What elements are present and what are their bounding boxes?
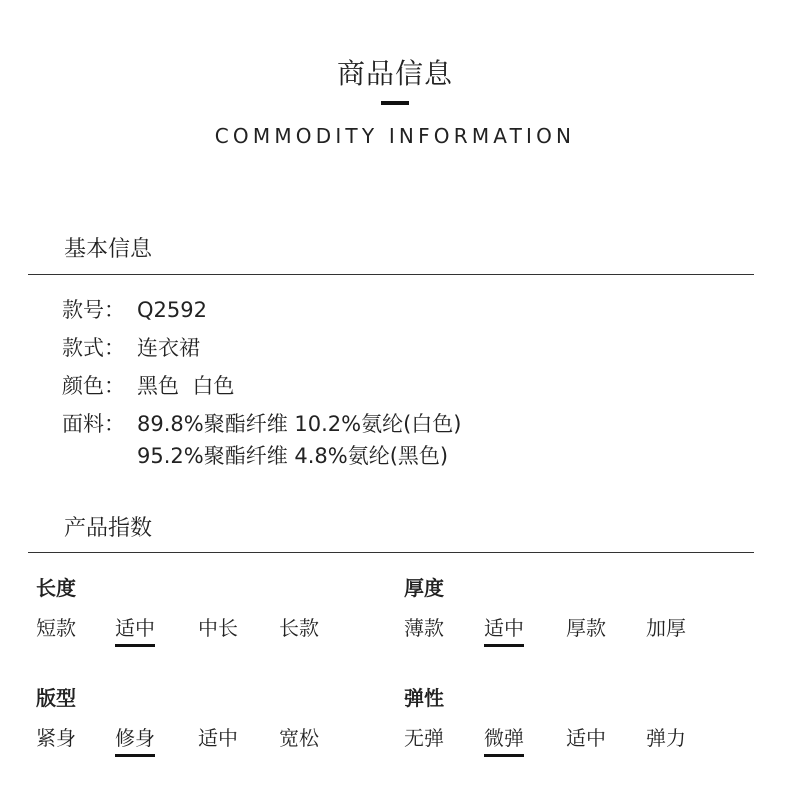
thickness-option-thick: 厚款 [566,616,606,640]
thickness-option-medium-selected: 适中 [484,612,524,647]
info-value-fabric-black: 95.2%聚酯纤维 4.8%氨纶(黑色) [137,444,449,468]
elasticity-option-medium: 适中 [566,726,606,750]
length-option-short: 短款 [36,616,76,640]
info-label: 颜色： [62,374,125,398]
basic-info-divider [28,274,754,275]
index-label-elasticity: 弹性 [404,686,444,710]
length-option-mid-long: 中长 [198,616,238,640]
info-value: 连衣裙 [137,336,200,360]
product-index-heading: 产品指数 [64,516,153,541]
page-title: 商品信息 [336,57,453,90]
info-row-style [62,332,200,364]
index-label-thickness: 厚度 [404,576,444,600]
fit-option-slim-selected: 修身 [115,722,155,757]
basic-info-heading: 基本信息 [64,237,153,262]
info-value: 黑色 白色 [137,374,235,398]
title-underline-bar [381,101,409,105]
length-option-medium-selected: 适中 [115,612,155,647]
info-row-style-number [62,294,207,326]
length-option-long: 长款 [279,616,319,640]
elasticity-option-slight-selected: 微弹 [484,722,524,757]
info-row-fabric [62,408,461,440]
info-label: 款号： [62,298,125,322]
fit-option-tight: 紧身 [36,726,76,750]
info-label: 款式： [62,336,125,360]
index-label-length: 长度 [36,576,76,600]
info-row-color [62,370,234,402]
product-index-divider [28,552,754,553]
thickness-option-extra-thick: 加厚 [646,616,686,640]
fit-option-loose: 宽松 [279,726,319,750]
elasticity-option-none: 无弹 [404,726,444,750]
info-value: Q2592 [137,298,207,322]
index-label-fit: 版型 [36,686,76,710]
thickness-option-thin: 薄款 [404,616,444,640]
page-subtitle: COMMODITY INFORMATION [214,124,576,148]
info-value: 89.8%聚酯纤维 10.2%氨纶(白色) [137,412,462,436]
info-label: 面料： [62,412,125,436]
fit-option-regular: 适中 [198,726,238,750]
elasticity-option-stretch: 弹力 [646,726,686,750]
